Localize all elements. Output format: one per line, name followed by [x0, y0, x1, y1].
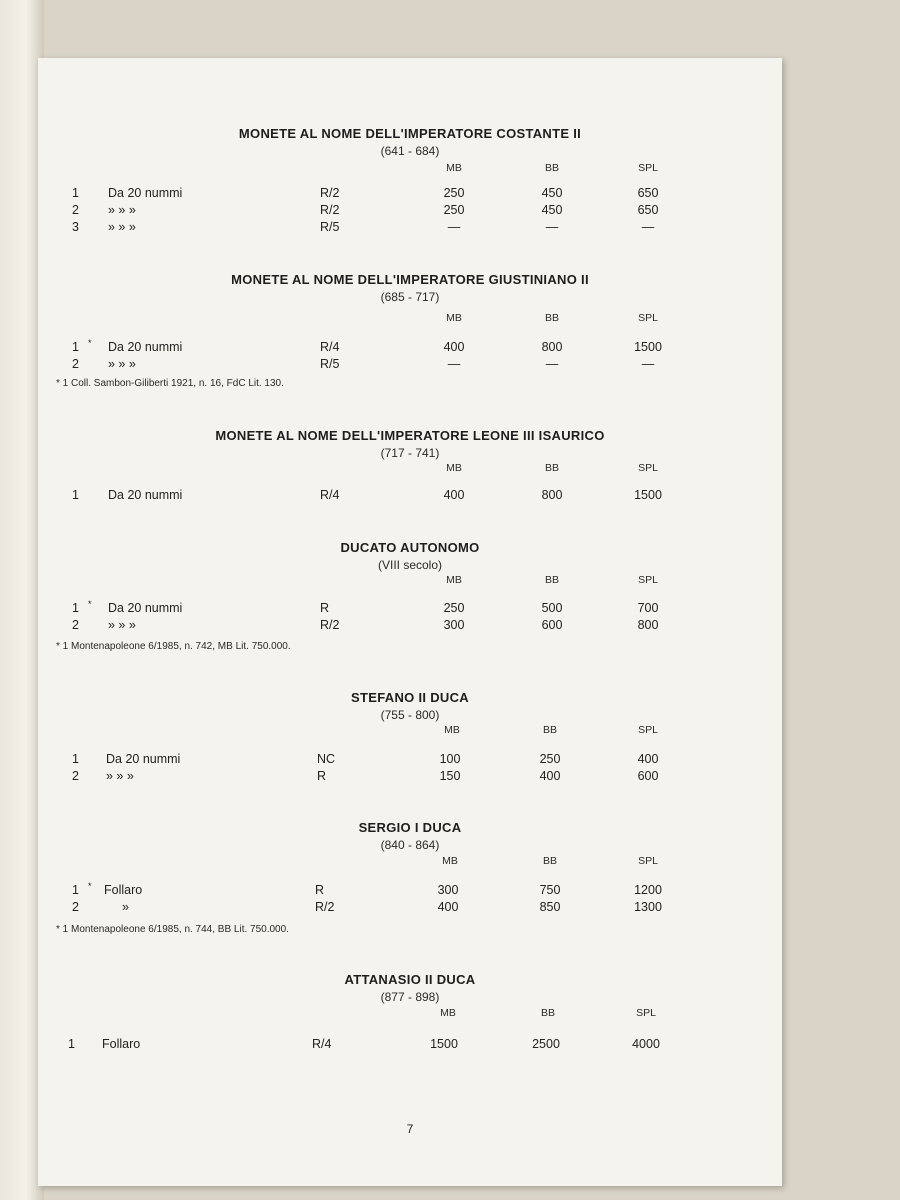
section-title: MONETE AL NOME DELL'IMPERATORE LEONE III ISAURICO [215, 428, 605, 443]
footnote: * 1 Montenapoleone 6/1985, n. 742, MB Lit. 750.000. [56, 641, 291, 652]
row-bb: 450 [541, 186, 563, 200]
row-rarity: R/4 [312, 1037, 332, 1051]
row-number: 2 [72, 900, 79, 914]
col-header-bb: BB [544, 312, 559, 324]
row-spl: 1200 [634, 883, 662, 897]
row-bb: 250 [539, 752, 561, 766]
row-rarity: R/2 [320, 618, 340, 632]
col-header-bb: BB [544, 462, 559, 474]
section-title: ATTANASIO II DUCA [344, 972, 476, 987]
row-description: Follaro [102, 1037, 141, 1051]
row-bb: 800 [541, 488, 563, 502]
section-dates: (685 - 717) [380, 290, 440, 304]
row-mb: 400 [437, 900, 459, 914]
table-row [38, 1037, 782, 1054]
table-row [38, 220, 782, 237]
section-title: STEFANO II DUCA [351, 690, 469, 705]
col-header-mb: MB [446, 312, 462, 324]
table-row [38, 186, 782, 203]
section-title: DUCATO AUTONOMO [340, 540, 480, 555]
col-header-mb: MB [446, 574, 462, 586]
row-bb: 450 [541, 203, 563, 217]
row-number: 1 [72, 186, 79, 200]
row-spl: 700 [637, 601, 659, 615]
row-spl: — [641, 220, 655, 234]
col-header-spl: SPL [638, 855, 658, 867]
row-spl: 650 [637, 186, 659, 200]
row-bb: — [545, 220, 559, 234]
col-header-mb: MB [446, 462, 462, 474]
row-spl: 4000 [632, 1037, 660, 1051]
table-row [38, 203, 782, 220]
row-rarity: R/5 [320, 220, 340, 234]
row-mb: 400 [443, 340, 465, 354]
row-description: Follaro [104, 883, 143, 897]
row-rarity: R/2 [320, 203, 340, 217]
row-description: » » » [108, 220, 136, 234]
row-spl: 1500 [634, 340, 662, 354]
row-bb: 600 [541, 618, 563, 632]
row-description: » » » [108, 357, 136, 371]
col-header-bb: BB [542, 855, 557, 867]
row-rarity: R [320, 601, 330, 615]
row-spl: 600 [637, 769, 659, 783]
row-number: 1 [72, 488, 79, 502]
row-rarity: R/2 [315, 900, 335, 914]
row-number: 2 [72, 618, 79, 632]
footnote-marker: * [88, 881, 92, 891]
row-mb: — [447, 220, 461, 234]
table-row [38, 769, 782, 786]
footnote-marker: * [88, 338, 92, 348]
row-spl: 400 [637, 752, 659, 766]
row-bb: 400 [539, 769, 561, 783]
table-row [38, 357, 782, 374]
row-description: Da 20 nummi [108, 340, 183, 354]
row-description: Da 20 nummi [108, 488, 183, 502]
row-description: » » » [106, 769, 134, 783]
row-spl: 1300 [634, 900, 662, 914]
col-header-spl: SPL [638, 574, 658, 586]
col-header-bb: BB [540, 1007, 555, 1019]
col-header-bb: BB [544, 574, 559, 586]
row-number: 1 [72, 601, 79, 615]
row-rarity: NC [317, 752, 336, 766]
row-number: 1 [72, 883, 79, 897]
row-number: 1 [72, 752, 79, 766]
row-bb: 850 [539, 900, 561, 914]
col-header-bb: BB [544, 162, 559, 174]
row-spl: — [641, 357, 655, 371]
row-description: Da 20 nummi [108, 186, 183, 200]
table-row [38, 618, 782, 635]
row-description: » [122, 900, 129, 914]
col-header-mb: MB [446, 162, 462, 174]
col-header-bb: BB [542, 724, 557, 736]
row-mb: 100 [439, 752, 461, 766]
section-dates: (717 - 741) [380, 446, 440, 460]
row-bb: — [545, 357, 559, 371]
row-bb: 500 [541, 601, 563, 615]
section-title: MONETE AL NOME DELL'IMPERATORE GIUSTINIANO II [231, 272, 589, 287]
row-description: Da 20 nummi [106, 752, 181, 766]
footnote: * 1 Coll. Sambon-Giliberti 1921, n. 16, FdC Lit. 130. [56, 378, 284, 389]
row-number: 3 [72, 220, 79, 234]
section-dates: (877 - 898) [380, 990, 440, 1004]
row-rarity: R/4 [320, 488, 340, 502]
row-rarity: R/4 [320, 340, 340, 354]
footnote: * 1 Montenapoleone 6/1985, n. 744, BB Lit. 750.000. [56, 924, 289, 935]
row-number: 2 [72, 203, 79, 217]
row-number: 1 [68, 1037, 75, 1051]
table-row [38, 900, 782, 917]
row-spl: 800 [637, 618, 659, 632]
table-row [38, 340, 782, 357]
row-mb: — [447, 357, 461, 371]
row-spl: 1500 [634, 488, 662, 502]
row-mb: 250 [443, 203, 465, 217]
row-mb: 400 [443, 488, 465, 502]
col-header-mb: MB [442, 855, 458, 867]
col-header-spl: SPL [636, 1007, 656, 1019]
row-rarity: R/5 [320, 357, 340, 371]
col-header-mb: MB [440, 1007, 456, 1019]
row-mb: 250 [443, 186, 465, 200]
catalog-page [38, 58, 782, 1186]
row-bb: 800 [541, 340, 563, 354]
row-rarity: R/2 [320, 186, 340, 200]
section-dates: (641 - 684) [380, 144, 440, 158]
row-bb: 750 [539, 883, 561, 897]
section-title: MONETE AL NOME DELL'IMPERATORE COSTANTE II [238, 126, 582, 141]
col-header-spl: SPL [638, 162, 658, 174]
row-number: 2 [72, 357, 79, 371]
col-header-spl: SPL [638, 462, 658, 474]
row-mb: 300 [443, 618, 465, 632]
row-mb: 1500 [430, 1037, 458, 1051]
table-row [38, 752, 782, 769]
row-rarity: R [315, 883, 325, 897]
section-title: SERGIO I DUCA [358, 820, 462, 835]
row-description: » » » [108, 618, 136, 632]
row-number: 1 [72, 340, 79, 354]
col-header-mb: MB [444, 724, 460, 736]
row-description: » » » [108, 203, 136, 217]
section-dates: (755 - 800) [380, 708, 440, 722]
section-dates: (VIII secolo) [377, 558, 443, 572]
col-header-spl: SPL [638, 312, 658, 324]
section-dates: (840 - 864) [380, 838, 440, 852]
col-header-spl: SPL [638, 724, 658, 736]
page-number: 7 [406, 1122, 414, 1136]
footnote-marker: * [88, 599, 92, 609]
row-description: Da 20 nummi [108, 601, 183, 615]
table-row [38, 601, 782, 618]
row-bb: 2500 [532, 1037, 560, 1051]
row-mb: 300 [437, 883, 459, 897]
row-rarity: R [317, 769, 327, 783]
row-number: 2 [72, 769, 79, 783]
table-row [38, 883, 782, 900]
row-mb: 250 [443, 601, 465, 615]
row-spl: 650 [637, 203, 659, 217]
table-row [38, 488, 782, 505]
row-mb: 150 [439, 769, 461, 783]
